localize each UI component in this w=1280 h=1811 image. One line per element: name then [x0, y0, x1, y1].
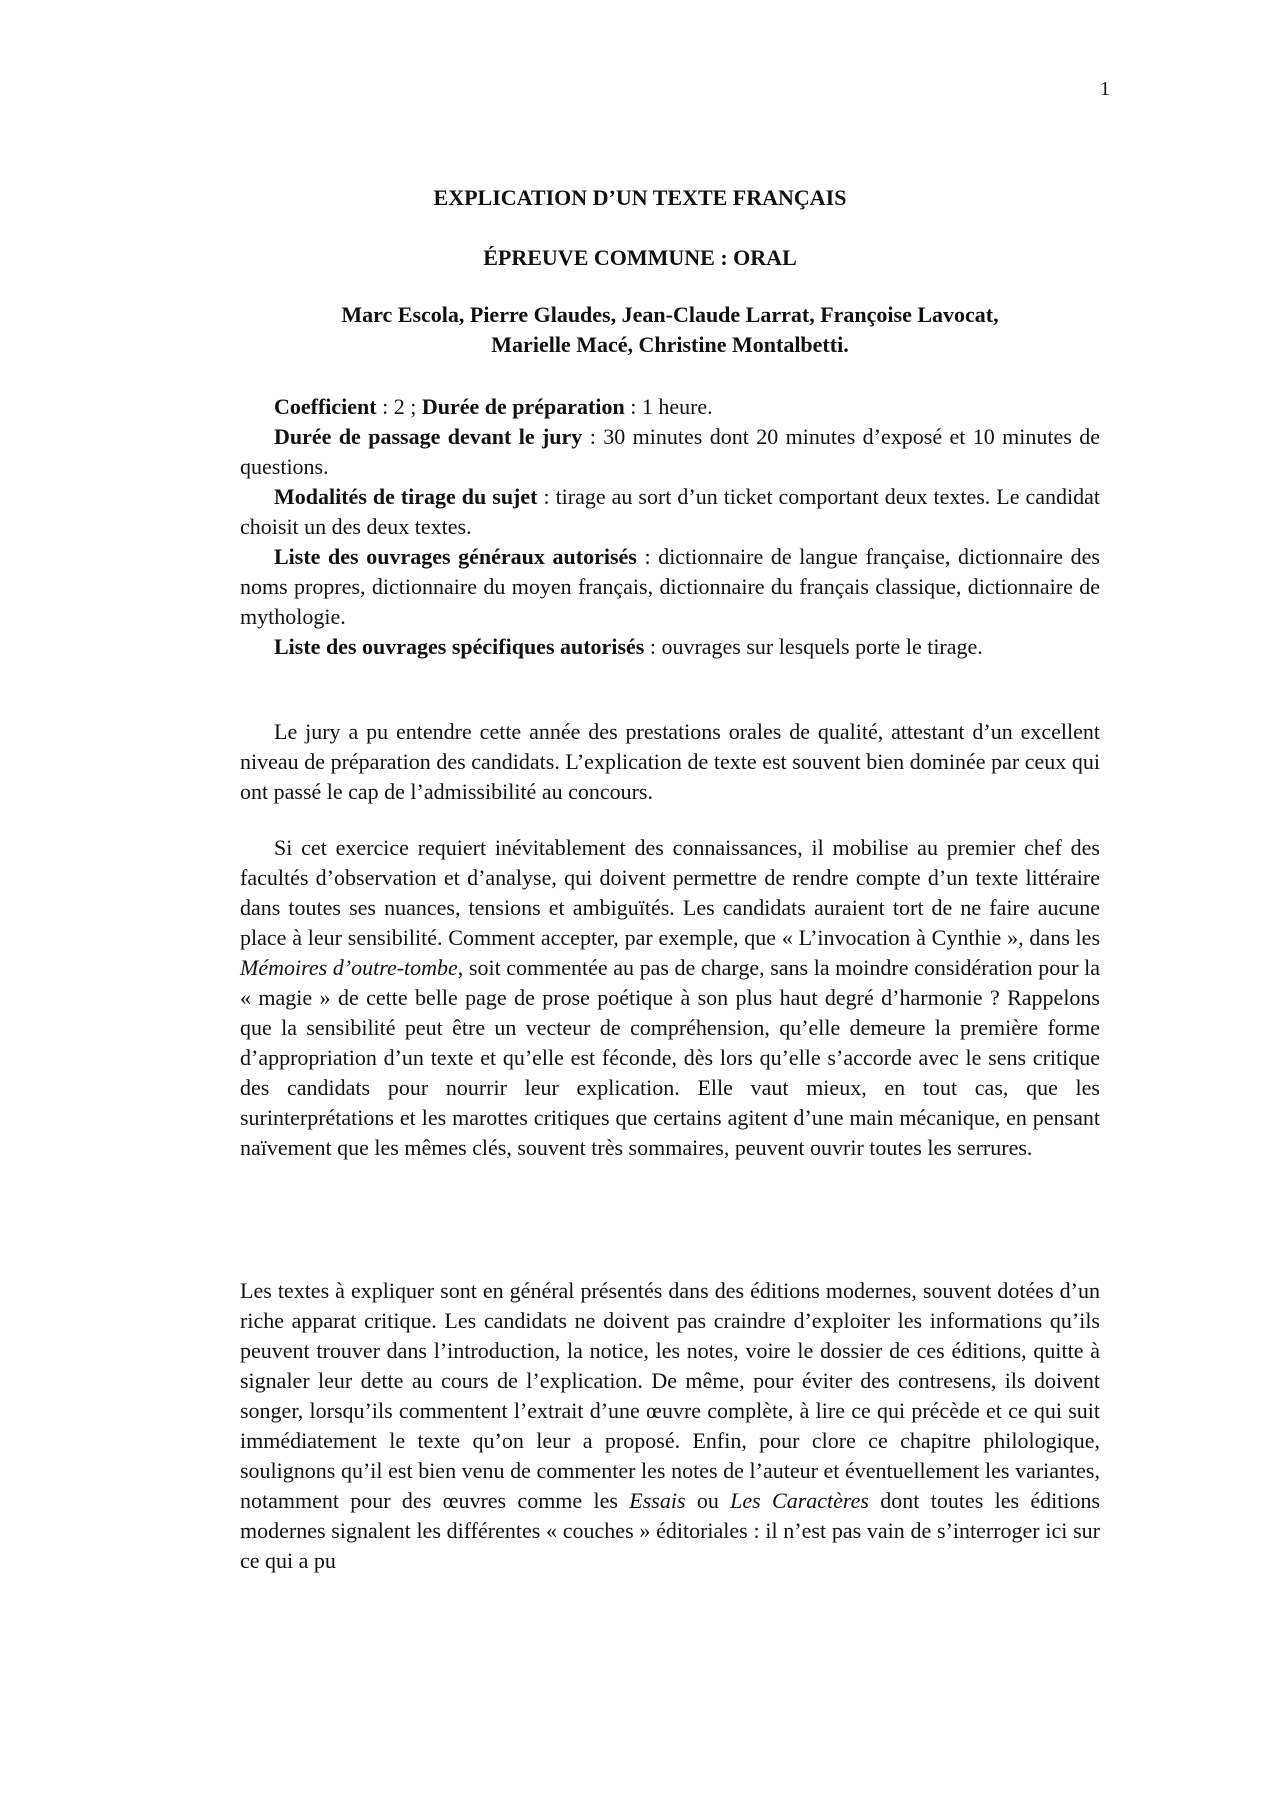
text-run: Si cet exercice requiert inévitablement des connaissances, il mobilise au premier chef des facultés d’observation et d’analyse, qui doivent permettre de rendre compte d’un texte littéraire dans toutes ses nuances, tensions et ambiguïtés. Les candidats auraient tort de ne faire aucune place à leur sensibilité. Comment accepter, par exemple, que « L’invocation à Cynthie », dans les — [240, 835, 1100, 950]
text-run: Les textes à expliquer sont en général présentés dans des éditions modernes, souvent dotées d’un riche apparat critique. Les candidats ne doivent pas craindre d’exploiter les informations qu’ils peuvent trouver dans l’introduction, la notice, les notes, voire le dossier de ces éditions, quitte à signaler leur dette au cours de l’explication. De même, pour éviter des contresens, ils doivent songer, lorsqu’ils commentent l’extrait d’une œuvre complète, à lire ce qui précède et ce qui suit immédiatement le texte qu’on leur a proposé. Enfin, pour clore ce chapitre philologique, soulignons qu’il est bien venu de commenter les notes de l’auteur et éventuellement les variantes, notamment pour des œuvres comme les — [240, 1278, 1100, 1513]
italic-title: Les Caractères — [730, 1488, 869, 1513]
paragraph-text — [240, 833, 1100, 1163]
authors-block — [240, 300, 1100, 360]
page-number: 1 — [1100, 78, 1110, 100]
spec-label: Coefficient — [274, 394, 377, 419]
document-subtitle: ÉPREUVE COMMUNE : ORAL — [483, 245, 797, 270]
spec-passage — [240, 422, 1100, 482]
spec-label: Liste des ouvrages spécifiques autorisés — [274, 634, 645, 659]
italic-title: Essais — [629, 1488, 686, 1513]
paragraph-3 — [240, 1276, 1100, 1576]
text-run: dont toutes les éditions modernes signalent les différentes « couches » éditoriales : il n’est pas vain de s’interroger ici sur ce qui a pu — [240, 1488, 1101, 1573]
spec-coefficient — [240, 392, 1100, 422]
spec-value: : ouvrages sur lesquels porte le tirage. — [644, 634, 983, 659]
spec-tirage — [240, 482, 1100, 542]
text-run: ou — [685, 1488, 731, 1513]
spec-value: : dictionnaire de langue française, dictionnaire des noms propres, dictionnaire du moyen français, dictionnaire du français classique, dictionnaire de mythologie. — [240, 544, 1100, 629]
spec-label: Liste des ouvrages généraux autorisés — [274, 544, 637, 569]
document-title: EXPLICATION D’UN TEXTE FRANÇAIS — [433, 185, 847, 210]
spec-label: Modalités de tirage du sujet — [274, 484, 538, 509]
authors-line-1: Marc Escola, Pierre Glaudes, Jean-Claude Larrat, Françoise Lavocat, — [341, 302, 999, 327]
exam-specifications — [240, 392, 1100, 662]
paragraph-text: Le jury a pu entendre cette année des prestations orales de qualité, attestant d’un excellent niveau de préparation des candidats. L’explication de texte est souvent bien dominée par ceux qui ont passé le cap de l’admissibilité au concours. — [240, 719, 1100, 804]
spec-value: : 2 ; — [376, 394, 422, 419]
spec-value: : tirage au sort d’un ticket comportant deux textes. Le candidat choisit un des deux textes. — [240, 484, 1100, 539]
paragraph-1 — [240, 717, 1100, 807]
authors-line-2: Marielle Macé, Christine Montalbetti. — [491, 332, 849, 357]
spec-ouvrages-specifiques — [240, 632, 1100, 662]
spec-value: : 30 minutes dont 20 minutes d’exposé et 10 minutes de questions. — [240, 424, 1100, 479]
italic-title: Mémoires d’outre-tombe — [240, 955, 458, 980]
spec-label: Durée de passage devant le jury — [274, 424, 583, 449]
spec-value: : 1 heure. — [624, 394, 713, 419]
paragraph-2 — [240, 833, 1100, 1163]
paragraph-text — [240, 1276, 1100, 1576]
spec-label: Durée de préparation — [421, 394, 625, 419]
spec-ouvrages-generaux — [240, 542, 1100, 632]
text-run: , soit commentée au pas de charge, sans la moindre considération pour la « magie » de cette belle page de prose poétique à son plus haut degré d’harmonie ? Rappelons que la sensibilité peut être un vecteur de compréhension, qu’elle demeure la première forme d’appropriation d’un texte et qu’elle est féconde, dès lors qu’elle s’accorde avec le sens critique des candidats pour nourrir leur explication. Elle vaut mieux, en tout cas, que les surinterprétations et les marottes critiques que certains agitent d’une main mécanique, en pensant naïvement que les mêmes clés, souvent très sommaires, peuvent ouvrir toutes les serrures. — [240, 955, 1100, 1160]
